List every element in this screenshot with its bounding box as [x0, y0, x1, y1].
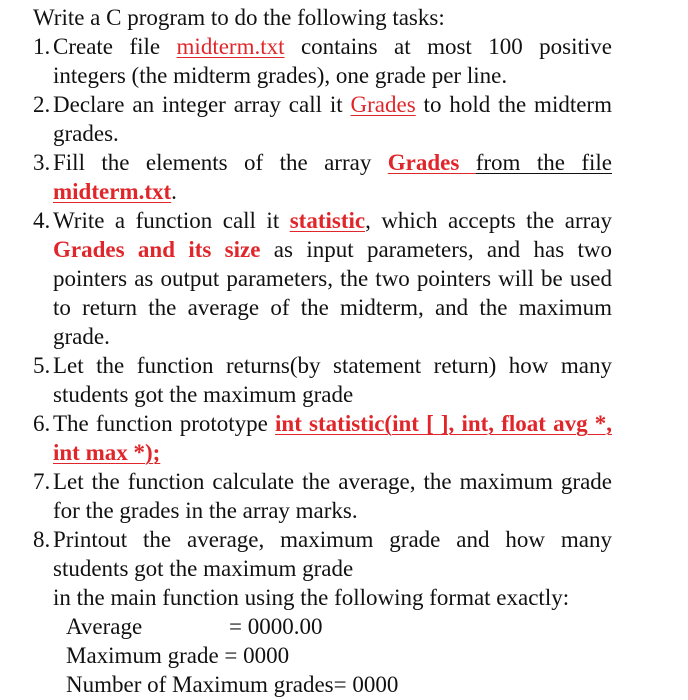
- intro-line: Write a C program to do the following tasks:: [33, 5, 445, 30]
- highlighted-term: int statistic(int [ ], int, float avg *, int max *);: [53, 411, 612, 465]
- task-item-8: [33, 525, 612, 583]
- text-run: .: [171, 179, 177, 204]
- text-run: The function prototype: [53, 411, 276, 436]
- output-value: = 0000: [218, 643, 290, 668]
- task-number: 6.: [33, 411, 51, 436]
- text-run: Write a function call it: [53, 208, 290, 233]
- output-value: = 0000: [333, 672, 399, 697]
- task-number: 8.: [33, 527, 51, 552]
- task-number: 2.: [33, 92, 51, 117]
- highlighted-term: midterm.txt: [53, 179, 172, 204]
- output-value: = 0000.00: [229, 614, 323, 639]
- output-line-1: [33, 612, 612, 641]
- text-run: Let the function returns(by statement return) how many students got the maximum grade: [53, 353, 612, 407]
- task-number: 3.: [33, 150, 51, 175]
- text-run: Let the function calculate the average, the maximum grade for the grades in the array marks.: [53, 469, 612, 523]
- task-number: 7.: [33, 469, 51, 494]
- highlighted-term: Grades and its size: [53, 237, 261, 262]
- text-run: contains at most 100 positive integers (the midterm grades), one grade per line.: [53, 34, 612, 88]
- text-run: as input parameters, and has two pointers as output parameters, the two pointers will be used to return the average of the midterm, and the maximum grade.: [53, 237, 612, 349]
- task-text: [53, 206, 612, 351]
- text-run: Fill the elements of the array: [53, 150, 388, 175]
- output-line-2: [33, 641, 612, 670]
- task-text: [53, 90, 612, 148]
- task-item-3: [33, 148, 612, 206]
- task-text: [53, 351, 612, 409]
- text-run: Printout the average, maximum grade and how many students got the maximum grade: [53, 527, 612, 581]
- task-number: 1.: [33, 34, 51, 59]
- highlighted-term: Grades: [350, 92, 416, 117]
- text-run: , which accepts the array: [365, 208, 612, 233]
- highlighted-term: Grades: [387, 150, 476, 175]
- output-format-block: [33, 612, 612, 699]
- task-number: 5.: [33, 353, 51, 378]
- task-item-6: [33, 409, 612, 467]
- output-label: Average: [66, 614, 143, 639]
- text-run: Create file: [53, 34, 177, 59]
- text-run: to hold the midterm grades.: [53, 92, 612, 146]
- output-label: Maximum grade: [66, 643, 219, 668]
- task-item-2: [33, 90, 612, 148]
- task-list: [33, 32, 612, 583]
- task-number: 4.: [33, 208, 51, 233]
- output-line-3: [33, 670, 612, 699]
- task-text: [53, 525, 612, 583]
- highlighted-term: statistic: [289, 208, 366, 233]
- task-text: [53, 467, 612, 525]
- task-text: [53, 148, 612, 206]
- highlighted-term: midterm.txt: [176, 34, 285, 59]
- task-item-1: [33, 32, 612, 90]
- task-text: [53, 32, 612, 90]
- task-item-5: [33, 351, 612, 409]
- output-label: Number of Maximum grades: [66, 672, 334, 697]
- highlighted-term: from the file: [475, 150, 612, 175]
- continuation-line: in the main function using the following format exactly:: [53, 585, 570, 610]
- task-text: [53, 409, 612, 467]
- task-item-7: [33, 467, 612, 525]
- task-item-4: [33, 206, 612, 351]
- text-run: Declare an integer array call it: [53, 92, 351, 117]
